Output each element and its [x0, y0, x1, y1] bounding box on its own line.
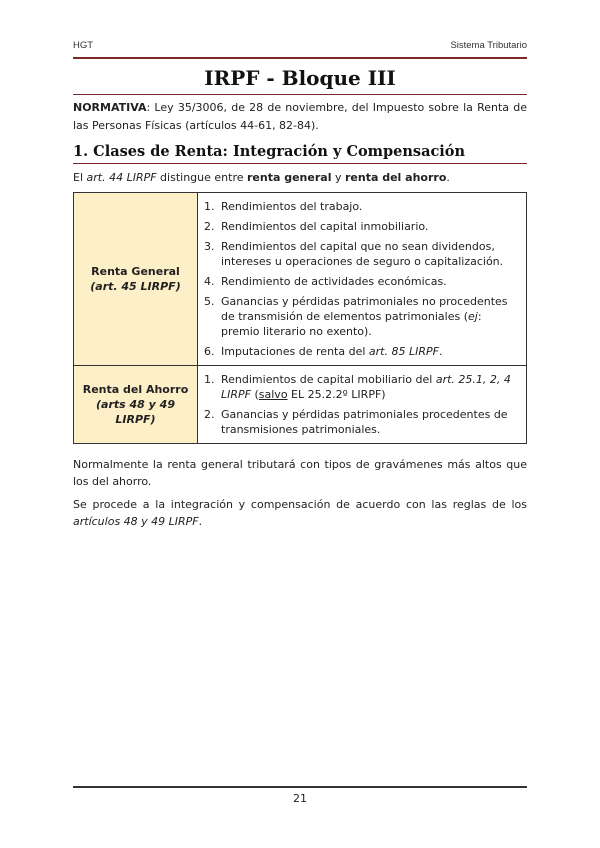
list-cell-ahorro [198, 366, 527, 444]
paragraph-tipos: Normalmente la renta general tributará con tipos de gravámenes más altos que los del ahorro. [73, 458, 527, 488]
list-item-text: Rendimientos del capital inmobiliario. [221, 220, 429, 233]
header-left-text: HGT [73, 40, 94, 51]
list-item [204, 274, 518, 289]
list-item-text-em: ej [468, 310, 478, 323]
list-item-text-em: art. 85 LIRPF [368, 345, 439, 358]
intro-term-ahorro: renta del ahorro [345, 171, 447, 184]
header-divider [73, 57, 527, 59]
page-title: IRPF - Bloque III [204, 66, 396, 90]
table-row-general [74, 193, 527, 366]
list-item-text [221, 294, 518, 339]
list-item-text-underlined: salvo [258, 388, 288, 401]
list-item-text-em: art. 25.1, 2, 4 LIRPF [221, 373, 511, 401]
list-item-number: 6. [204, 345, 215, 358]
intro-text-pre: El [73, 171, 87, 184]
intro-text-and: y [331, 171, 345, 184]
list-item-text: Rendimiento de actividades económicas. [221, 275, 447, 288]
label-general-ref-text: (art. 45 LIRPF) [90, 280, 181, 293]
rentas-table [73, 192, 527, 444]
list-item-number: 2. [204, 220, 215, 233]
normativa-label: NORMATIVA [73, 101, 147, 114]
section-divider [73, 163, 527, 164]
list-item-text: Rendimientos del capital que no sean dividendos, intereses u operaciones de seguro o capitalización. [221, 240, 504, 268]
list-item [204, 372, 518, 402]
list-item-text: Rendimientos del trabajo. [221, 200, 363, 213]
ahorro-list [204, 372, 518, 437]
label-ahorro: Renta del Ahorro [82, 383, 189, 396]
paragraph-integracion-text-b: . [198, 515, 203, 528]
intro-text-end: . [446, 171, 450, 184]
intro-paragraph [73, 170, 527, 186]
list-item-text [221, 344, 518, 359]
paragraph-integracion-ref: artículos 48 y 49 LIRPF [73, 515, 199, 528]
label-general: Renta General [91, 265, 180, 278]
list-item-text: Ganancias y pérdidas patrimoniales procedentes de transmisiones patrimoniales. [221, 408, 508, 436]
label-cell-general [74, 193, 198, 366]
list-item [204, 344, 518, 359]
list-item-number: 1. [204, 373, 215, 386]
list-item-text-a: Imputaciones de renta del [221, 345, 369, 358]
section-heading: 1. Clases de Renta: Integración y Compensación [73, 143, 466, 160]
running-header [73, 40, 527, 51]
list-item-text-b: ( [250, 388, 259, 401]
intro-text-mid: distingue entre [156, 171, 247, 184]
footer-divider [73, 786, 527, 788]
label-general-ref [80, 279, 191, 294]
list-item-number: 4. [204, 275, 215, 288]
list-item [204, 294, 518, 339]
list-item-text-b: . [438, 345, 443, 358]
list-item-text [221, 372, 518, 402]
list-item-text-a: Rendimientos de capital mobiliario del [221, 373, 436, 386]
list-item [204, 199, 518, 214]
list-cell-general [198, 193, 527, 366]
list-item-number: 3. [204, 240, 215, 253]
label-ahorro-ref [80, 397, 191, 427]
page-number: 21 [293, 792, 307, 805]
list-item-text-c: EL 25.2.2º LIRPF) [287, 388, 386, 401]
list-item-number: 1. [204, 200, 215, 213]
label-ahorro-ref-text: (arts 48 y 49 LIRPF) [96, 398, 175, 426]
paragraph-integracion-text-a: Se procede a la integración y compensación de acuerdo con las reglas de los [73, 498, 527, 511]
list-item [204, 239, 518, 269]
normativa-paragraph [73, 99, 527, 135]
list-item [204, 407, 518, 437]
list-item-number: 2. [204, 408, 215, 421]
list-item [204, 219, 518, 234]
intro-ref: art. 44 LIRPF [86, 171, 157, 184]
list-item-text-b: : premio literario no exento). [221, 310, 482, 338]
table-row-ahorro [74, 366, 527, 444]
list-item-text-a: Ganancias y pérdidas patrimoniales no procedentes de transmisión de elementos patrimoniales ( [221, 295, 508, 323]
intro-term-general: renta general [247, 171, 332, 184]
title-divider [73, 94, 527, 95]
label-cell-ahorro [74, 366, 198, 444]
normativa-text: : Ley 35/3006, de 28 de noviembre, del Impuesto sobre la Renta de las Personas Físicas (artículos 44-61, 82-84). [73, 101, 527, 132]
header-right-text: Sistema Tributario [450, 40, 527, 51]
list-item-number: 5. [204, 295, 215, 308]
general-list [204, 199, 518, 359]
paragraph-integracion [73, 496, 527, 530]
